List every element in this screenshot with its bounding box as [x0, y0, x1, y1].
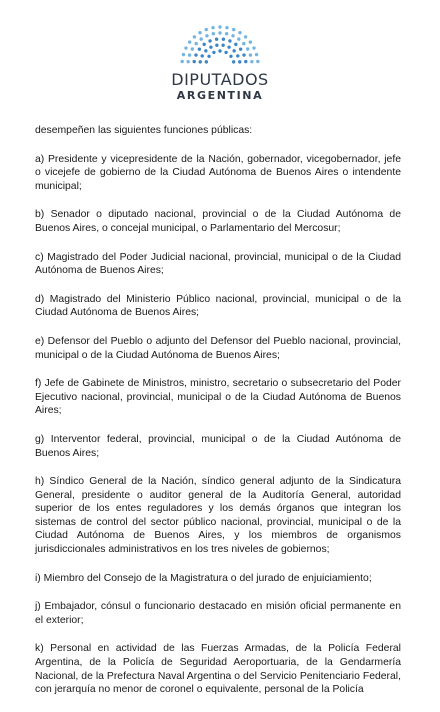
paragraph: i) Miembro del Consejo de la Magistratura o del jurado de enjuiciamiento;	[35, 572, 372, 584]
paragraph: b) Senador o diputado nacional, provincial o de la Ciudad Autónoma de Buenos Aires, o concejal municipal, o Parlamentario del Mercosur;	[35, 209, 401, 234]
seat-dot	[191, 47, 194, 50]
seat-dot	[250, 60, 253, 63]
seat-dot	[232, 49, 235, 52]
seat-dot	[180, 60, 183, 63]
seat-dot	[234, 43, 237, 46]
page-header	[0, 0, 440, 110]
seat-dot	[252, 46, 255, 49]
seat-dot	[182, 53, 185, 56]
logo-title: DIPUTADOS	[171, 70, 269, 89]
seat-dot	[205, 28, 208, 31]
seat-dot	[256, 60, 259, 63]
seat-dot	[238, 60, 241, 63]
seat-dot	[227, 45, 230, 48]
seat-dot	[188, 40, 191, 43]
document-body	[35, 124, 401, 712]
seat-dot	[232, 60, 235, 63]
seat-dot	[198, 31, 201, 34]
seat-dot	[255, 53, 258, 56]
seat-dot	[218, 31, 221, 34]
seat-dot	[215, 38, 218, 41]
seat-dot	[205, 60, 208, 63]
seat-dot	[204, 49, 207, 52]
seat-dot	[211, 26, 214, 29]
seat-dot	[225, 32, 228, 35]
seat-dot	[207, 55, 210, 58]
paragraph: h) Síndico General de la Nación, síndico general adjunto de la Sindicatura General, presidente o auditor general de la Auditoría General, autoridad superior de los entes reguladores y los demás órganos que integran los sistemas de control del sector público nacional, provincial, municipal o de la Ciudad Autónoma de Buenos Aires, y los miembros de organismos jurisdiccionales administrativos en los tres niveles de gobiernos;	[35, 476, 401, 556]
seat-dot	[221, 44, 224, 47]
seat-dot	[242, 53, 245, 56]
seat-dot	[236, 54, 239, 57]
seat-dot	[218, 25, 221, 28]
hemicycle-seats-icon	[178, 24, 262, 66]
seat-dot	[212, 32, 215, 35]
seat-dot	[244, 60, 247, 63]
seat-dot	[186, 60, 189, 63]
paragraph: desempeñen las siguientes funciones públicas:	[35, 125, 253, 136]
seat-dot	[198, 47, 201, 50]
seat-dot	[244, 35, 247, 38]
seat-dot	[199, 37, 202, 40]
seat-dot	[205, 34, 208, 37]
seat-dot	[239, 47, 242, 50]
seat-dot	[249, 53, 252, 56]
seat-dot	[200, 54, 203, 57]
seat-dot	[228, 39, 231, 42]
logo-subtitle: ARGENTINA	[176, 89, 264, 102]
seat-dot	[231, 34, 234, 37]
seat-dot	[202, 43, 205, 46]
seat-dot	[218, 49, 221, 52]
paragraph: e) Defensor del Pueblo o adjunto del Defensor del Pueblo nacional, provincial, municipal o de la Ciudad Autónoma de Buenos Aires;	[35, 335, 401, 361]
paragraph: a) Presidente y vicepresidente de la Nación, gobernador, vicegobernador, jefe o vicejefe de gobierno de la Ciudad Autónoma de Buenos Aires o intendente municipal;	[35, 153, 401, 192]
seat-dot	[195, 42, 198, 45]
seat-dot	[237, 37, 240, 40]
paragraph: k) Personal en actividad de las Fuerzas Armadas, de la Policía Federal Argentina, de la Policía de Seguridad Aeroportuaria, de la Gendarmería Nacional, de la Prefectura Naval Argentina o del Servicio Penitenciario Federal, con jerarquía no menor de coronel o equivalente, personal de la Policía	[35, 643, 401, 696]
paragraph: c) Magistrado del Poder Judicial nacional, provincial, municipal o de la Ciudad Autónoma de Buenos Aires;	[35, 251, 401, 277]
seat-dot	[184, 46, 187, 49]
seat-dot	[212, 51, 215, 54]
seat-dot	[193, 60, 196, 63]
seat-dot	[249, 40, 252, 43]
seat-dot	[238, 31, 241, 34]
paragraph: g) Interventor federal, provincial, municipal o de la Ciudad Autónoma de Buenos Aires;	[35, 433, 401, 459]
seat-dot	[222, 38, 225, 41]
paragraph: f) Jefe de Gabinete de Ministros, ministro, secretario o subsecretario del Poder Ejecutivo nacional, provincial, municipal o de la Ciudad Autónoma de Buenos Aires;	[35, 378, 401, 417]
seat-dot	[215, 44, 218, 47]
seat-dot	[194, 53, 197, 56]
seat-dot	[225, 26, 228, 29]
seat-dot	[209, 45, 212, 48]
seat-dot	[193, 35, 196, 38]
seat-dot	[246, 47, 249, 50]
seat-dot	[208, 39, 211, 42]
seat-dot	[229, 55, 232, 58]
seat-dot	[188, 53, 191, 56]
paragraph: d) Magistrado del Ministerio Público nacional, provincial, municipal o de la Ciudad Autónoma de Buenos Aires;	[35, 293, 401, 319]
seat-dot	[199, 60, 202, 63]
seat-dot	[242, 42, 245, 45]
paragraph: j) Embajador, cónsul o funcionario destacado en misión oficial permanente en el exterior;	[35, 601, 401, 626]
seat-dot	[232, 28, 235, 31]
seat-dot	[224, 51, 227, 54]
